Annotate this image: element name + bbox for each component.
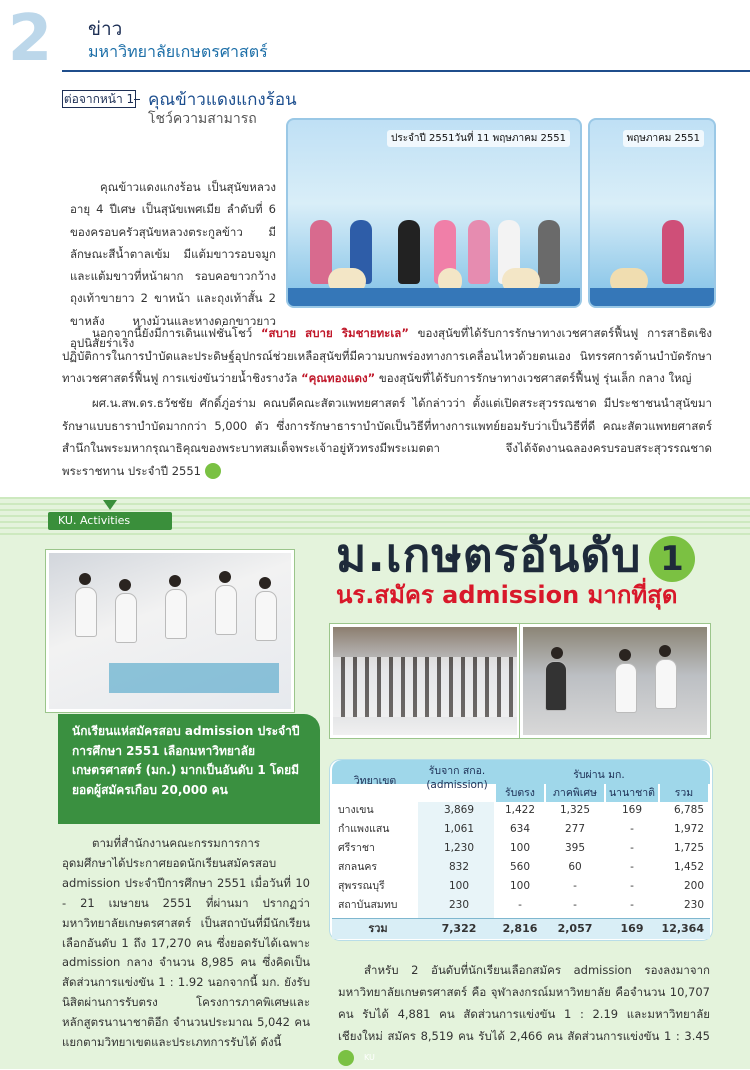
counter-service-photo [520,624,710,738]
article-subtitle: โชว์ความสามารถ [148,111,257,127]
award-name-highlight: “คุณทองแดง” [301,371,376,386]
photo-banner-text-2: พฤษภาคม 2551 [623,130,704,147]
table-row: ศรีราชา 1,230 100 395 - 1,725 [338,842,704,854]
table-total-row: รวม 7,322 2,816 2,057 169 12,364 [332,918,710,939]
event-name-highlight: “สบาย สบาย ริมชายทะเล” [260,326,409,340]
page-number: 2 [7,2,53,76]
activities-tag: KU. Activities [48,512,172,530]
col-total: รวม [660,784,708,802]
continued-connector [134,99,140,100]
subheadline: นร.สมัคร admission มากที่สุด [336,581,678,609]
headline [336,528,695,582]
table-row: สถาบันสมทบ 230 - - - 230 [338,899,704,911]
col-special: ภาคพิเศษ [546,784,604,802]
col-direct: รับตรง [496,784,544,802]
paragraph-text: ของสุนัขที่ได้รับการรักษาทางเวชศาสตร์ฟื้นฟู การสาธิตเชิงปฏิบัติการในการบำบัดและประดิษฐ์อุปกรณ์ช่วยเหลือสุนัขที่มีความบกพร่องทางการเคลื่อนไหวด้วยตนเอง นิทรรศการด้านบำบัดรักษาทางเวชศาสตร์ฟื้นฟู การแข่งขันว่ายน้ำชิงรางวัล [62,326,712,386]
ku-logo-icon: KU [338,1050,354,1066]
closing-paragraph [338,960,710,1070]
article-paragraph-2 [62,322,712,390]
continued-label: ต่อจากหน้า 1 [63,92,135,106]
crowd-hall-photo [330,624,520,738]
paragraph-text: นอกจากนี้ยังมีการเดินแฟชั่นโชว์ [92,326,253,340]
article-paragraph-3 [62,392,712,482]
section-subtitle: มหาวิทยาลัยเกษตรศาสตร์ [88,42,268,61]
ku-logo-icon: KU [205,463,221,479]
article-paragraph-1: คุณข้าวแดงแกงร้อน เป็นสุนัขหลวง อายุ 4 ปีเศษ เป็นสุนัขเพศเมีย ลำดับที่ 6 ของครอบครัวสุนัขหลวงตระกูลข้าว มีลักษณะสีน้ำตาลเข้ม มีแต้มขาวรอบจมูก และแต้มขาวที่หน้าผาก รอบคอขาวกว้าง ถุงเท้าขายาว 2 ขาหน้า และถุงเท้าสั้น 2 ขาหลัง หางม้วนและหางดอกขาวยาว อุปนิสัยร่าเริง [70,180,276,351]
headline-text: ม.เกษตรอันดับ [336,528,642,582]
event-photo-dog-walk [588,118,716,308]
photo-caption: นักเรียนแห่สมัครสอบ admission ประจำปีการศึกษา 2551 เลือกมหาวิทยาลัยเกษตรศาสตร์ (มก.) มากเป็นอันดับ 1 โดยมียอดผู้สมัครเกือบ 20,000 คน [72,724,300,797]
table-row: สกลนคร 832 560 60 - 1,452 [338,861,704,873]
article-title: คุณข้าวแดงแกงร้อน [148,90,297,110]
table-row: บางเขน 3,869 1,422 1,325 169 6,785 [338,804,704,816]
students-registering-photo [46,550,294,712]
event-photo-stage [286,118,582,308]
section-title: ข่าว [88,18,123,40]
paragraph-text: ของสุนัขที่ได้รับการรักษาทางเวชศาสตร์ฟื้นฟู รุ่นเล็ก กลาง ใหญ่ [378,371,692,386]
table-row: สุพรรณบุรี 100 100 - - 200 [338,880,704,892]
table-row: กำแพงแสน 1,061 634 277 - 1,972 [338,823,704,835]
activities-body: ตามที่สำนักงานคณะกรรมการการอุดมศึกษาได้ประกาศยอดนักเรียนสมัครสอบ admission ประจำปีการศึกษา 2551 เมื่อวันที่ 10 - 21 เมษายน 2551 ที่ผ่านมา ปรากฏว่า มหาวิทยาลัยเกษตรศาสตร์ เป็นสถาบันที่มีนักเรียนเลือกอันดับ 1 ถึง 17,270 คน ซึ่งยอดรับได้เฉพาะ admission กลาง จำนวน 8,985 คน ซึ่งคิดเป็นสัดส่วนการแข่งขัน 1 : 1.92 นอกจากนี้ มก. ยังรับนิสิตผ่านการรับตรง โครงการภาคพิเศษและหลักสูตรนานาชาติอีก จำนวนประมาณ 5,042 คน แยกตามวิทยาเขตและประเภทการรับได้ ดังนี้ [62,836,310,1050]
paragraph-text: สำหรับ 2 อันดับที่นักเรียนเลือกสมัคร admission รองลงมาจากมหาวิทยาลัยเกษตรศาสตร์ คือ จุฬาลงกรณ์มหาวิทยาลัย คือจำนวน 10,707 คน รับได้ 4,881 คน สัดส่วนการแข่งขัน 1 : 2.19 และมหาวิทยาลัยเชียงใหม่ สมัคร 8,519 คน รับได้ 2,466 คน สัดส่วนการแข่งขัน 1 : 3.45 [338,963,710,1043]
tag-pointer-icon [103,500,117,510]
col-campus: วิทยาเขต [353,775,397,787]
rank-badge: 1 [649,536,695,582]
paragraph-text: ผศ.น.สพ.ดร.ธวัชชัย ศักดิ์ภู่อร่าม คณบดีคณะสัตวแพทยศาสตร์ ได้กล่าวว่า ตั้งแต่เปิดสระสุวรรณชาด มีประชาชนนำสุนัขมารักษาแบบธาราบำบัดมากกว่า 5,000 ตัว ซึ่งการรักษาธาราบำบัดเป็นวิธีที่ทางการแพทย์ยอมรับว่าเป็นวิธีที่ดี คณะสัตวแพทยศาสตร์ สำนึกในพระมหากรุณาธิคุณของพระบาทสมเด็จพระเจ้าอยู่หัวทรงมีพระเมตตา จึงได้จัดงานฉลองครบรอบสระสุวรรณชาดพระราชทาน ประจำปี 2551 [62,396,712,478]
photo-banner-text: ประจำปี 2551วันที่ 11 พฤษภาคม 2551 [387,130,570,147]
col-admission: รับจาก สกอ. (admission) [426,765,488,791]
col-international: นานาชาติ [606,784,658,802]
col-group-direct: รับผ่าน มก. [573,769,625,781]
header-rule [62,70,750,72]
